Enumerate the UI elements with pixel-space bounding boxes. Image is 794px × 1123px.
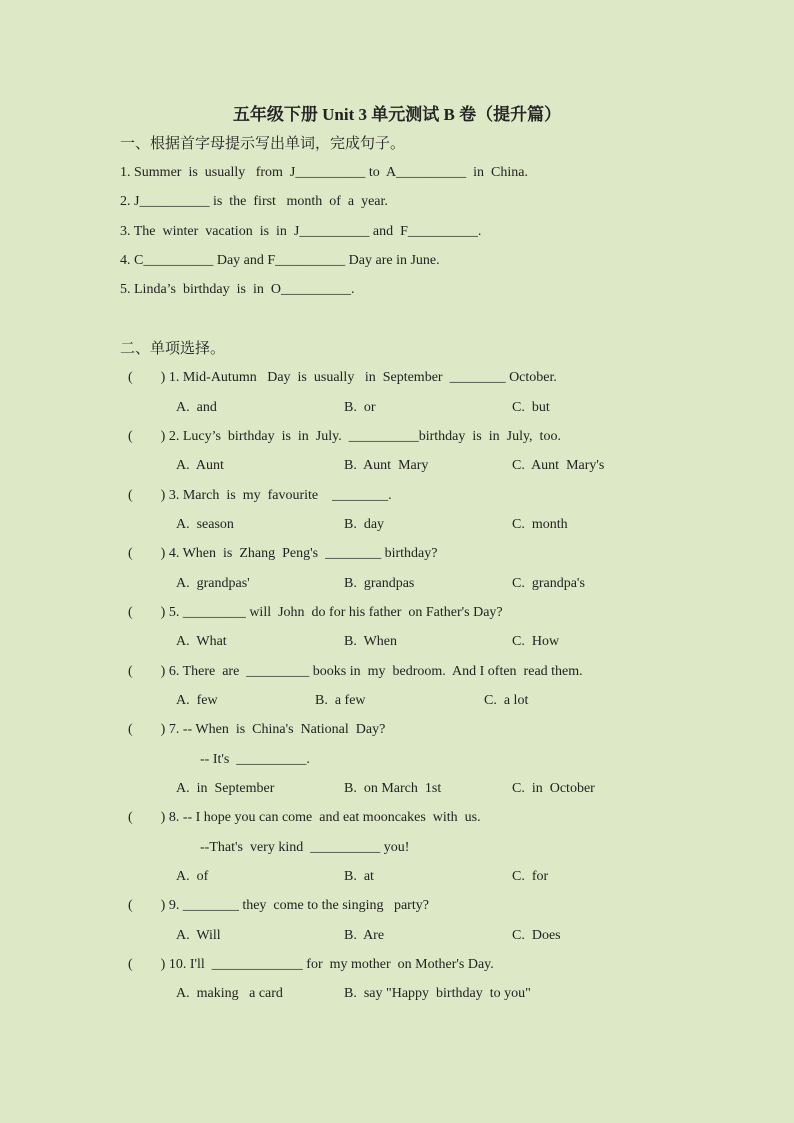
question-6-option-b: B. a few <box>315 693 366 708</box>
question-3-option-a: A. season <box>176 517 234 532</box>
question-5-stem: ( ) 5. _________ will John do for his father on Father's Day? <box>128 605 503 620</box>
question-5-option-c: C. How <box>512 634 560 649</box>
question-9-option-b: B. Are <box>344 928 385 943</box>
fill-item-5: 5. Linda’s birthday is in O__________. <box>120 282 355 297</box>
question-5-option-b: B. When <box>344 634 398 649</box>
question-4-option-b: B. grandpas <box>344 576 415 591</box>
question-8-stem-reply: --That's very kind __________ you! <box>200 840 410 855</box>
question-7-option-b: B. on March 1st <box>344 781 442 796</box>
question-9-option-c: C. Does <box>512 928 561 943</box>
question-7-stem-reply: -- It's __________. <box>200 752 310 767</box>
fill-item-2: 2. J__________ is the first month of a year. <box>120 194 388 209</box>
question-7-option-a: A. in September <box>176 781 275 796</box>
question-9-option-a: A. Will <box>176 928 221 943</box>
question-4-option-a: A. grandpas' <box>176 576 250 591</box>
page-title: 五年级下册 Unit 3 单元测试 B 卷（提升篇） <box>232 105 562 124</box>
question-8-stem: ( ) 8. -- I hope you can come and eat mooncakes with us. <box>128 810 481 825</box>
question-3-stem: ( ) 3. March is my favourite ________. <box>128 488 392 503</box>
question-1-stem: ( ) 1. Mid-Autumn Day is usually in September ________ October. <box>128 370 557 385</box>
section1-heading: 一、根据首字母提示写出单词，完成句子。 <box>120 136 406 152</box>
question-8-option-b: B. at <box>344 869 374 884</box>
question-2-option-c: C. Aunt Mary's <box>512 458 605 473</box>
question-4-option-c: C. grandpa's <box>512 576 585 591</box>
question-10-stem: ( ) 10. I'll _____________ for my mother on Mother's Day. <box>128 957 494 972</box>
question-10-option-a: A. making a card <box>176 986 283 1001</box>
question-3-option-b: B. day <box>344 517 385 532</box>
question-2-option-a: A. Aunt <box>176 458 224 473</box>
question-3-option-c: C. month <box>512 517 568 532</box>
question-9-stem: ( ) 9. ________ they come to the singing party? <box>128 898 429 913</box>
fill-item-4: 4. C__________ Day and F__________ Day are in June. <box>120 253 440 268</box>
question-6-stem: ( ) 6. There are _________ books in my bedroom. And I often read them. <box>128 664 583 679</box>
question-5-option-a: A. What <box>176 634 227 649</box>
question-7-stem: ( ) 7. -- When is China's National Day? <box>128 722 386 737</box>
section2-heading: 二、单项选择。 <box>120 341 226 357</box>
question-8-option-a: A. of <box>176 869 209 884</box>
question-1-option-a: A. and <box>176 400 217 415</box>
question-10-option-b: B. say "Happy birthday to you" <box>344 986 531 1001</box>
question-1-option-c: C. but <box>512 400 550 415</box>
question-2-stem: ( ) 2. Lucy’s birthday is in July. __________birthday is in July, too. <box>128 429 561 444</box>
question-1-option-b: B. or <box>344 400 376 415</box>
question-6-option-c: C. a lot <box>484 693 529 708</box>
question-2-option-b: B. Aunt Mary <box>344 458 429 473</box>
question-6-option-a: A. few <box>176 693 218 708</box>
fill-item-3: 3. The winter vacation is in J__________ and F__________. <box>120 224 482 239</box>
fill-item-1: 1. Summer is usually from J__________ to A__________ in China. <box>120 165 528 180</box>
question-7-option-c: C. in October <box>512 781 595 796</box>
question-4-stem: ( ) 4. When is Zhang Peng's ________ birthday? <box>128 546 438 561</box>
question-8-option-c: C. for <box>512 869 549 884</box>
